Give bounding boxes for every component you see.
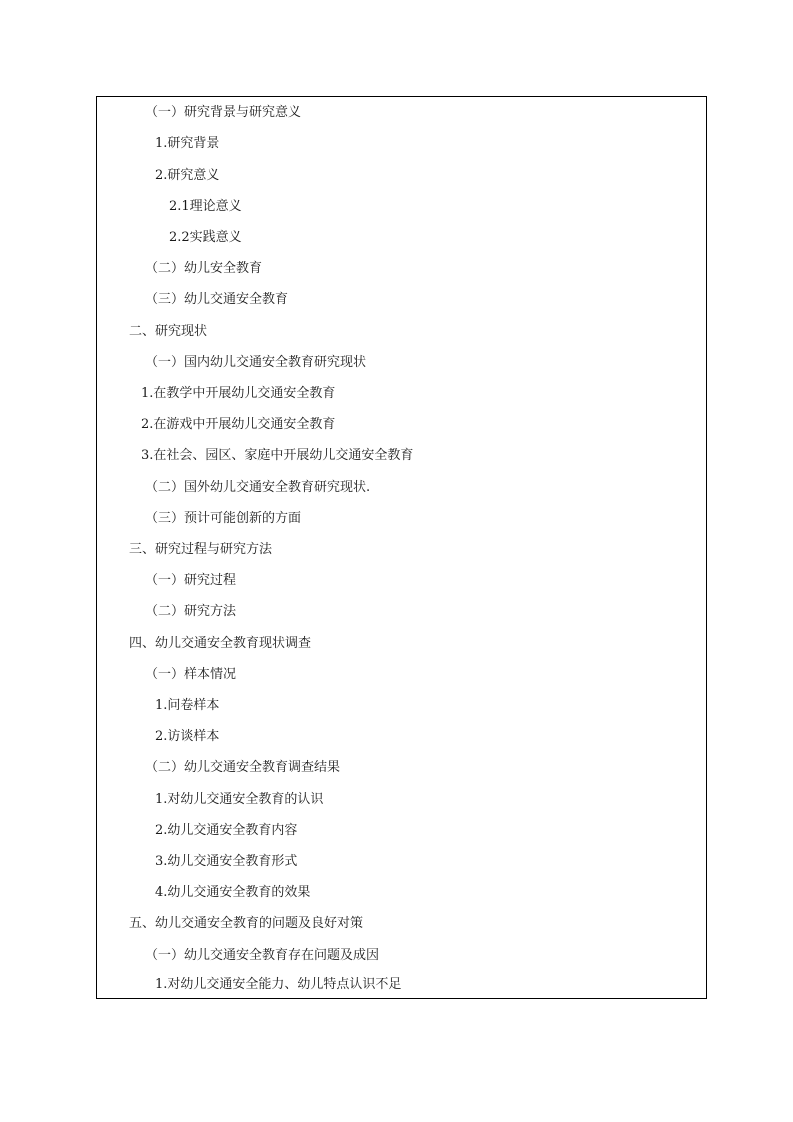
outline-item: 4.幼儿交通安全教育的效果	[155, 885, 311, 900]
outline-item: （一）研究背景与研究意义	[145, 105, 302, 120]
outline-item: 1.研究背景	[155, 136, 220, 151]
outline-list	[97, 97, 706, 998]
outline-item: （三）预计可能创新的方面	[145, 511, 302, 526]
outline-item: （一）样本情况	[145, 667, 237, 682]
outline-item: （二）研究方法	[145, 604, 237, 619]
outline-item: 1.对幼儿交通安全教育的认识	[155, 792, 324, 807]
outline-item: （一）国内幼儿交通安全教育研究现状	[145, 355, 367, 370]
outline-item: 四、幼儿交通安全教育现状调查	[129, 636, 312, 651]
outline-item: （二）幼儿安全教育	[145, 261, 263, 276]
outline-item: 1.问卷样本	[155, 698, 220, 713]
outline-item: 2.在游戏中开展幼儿交通安全教育	[141, 417, 336, 432]
outline-item: 二、研究现状	[129, 324, 208, 339]
outline-item: （二）国外幼儿交通安全教育研究现状.	[145, 480, 371, 495]
outline-item: 2.访谈样本	[155, 729, 220, 744]
outline-item: 2.1理论意义	[169, 199, 242, 214]
content-frame	[96, 96, 707, 999]
outline-item: 2.研究意义	[155, 168, 220, 183]
outline-item: （一）研究过程	[145, 573, 237, 588]
outline-item: 三、研究过程与研究方法	[129, 542, 273, 557]
outline-item: 2.幼儿交通安全教育内容	[155, 823, 298, 838]
outline-item: 2.2实践意义	[169, 230, 242, 245]
outline-item: （二）幼儿交通安全教育调查结果	[145, 760, 341, 775]
outline-item: （一）幼儿交通安全教育存在问题及成因	[145, 948, 380, 963]
outline-item: 3.在社会、园区、家庭中开展幼儿交通安全教育	[141, 448, 414, 463]
outline-item: （三）幼儿交通安全教育	[145, 292, 289, 307]
outline-item: 3.幼儿交通安全教育形式	[155, 854, 298, 869]
outline-item: 五、幼儿交通安全教育的问题及良好对策	[129, 916, 364, 931]
outline-item: 1.对幼儿交通安全能力、幼儿特点认识不足	[155, 977, 402, 992]
outline-item: 1.在教学中开展幼儿交通安全教育	[141, 386, 336, 401]
